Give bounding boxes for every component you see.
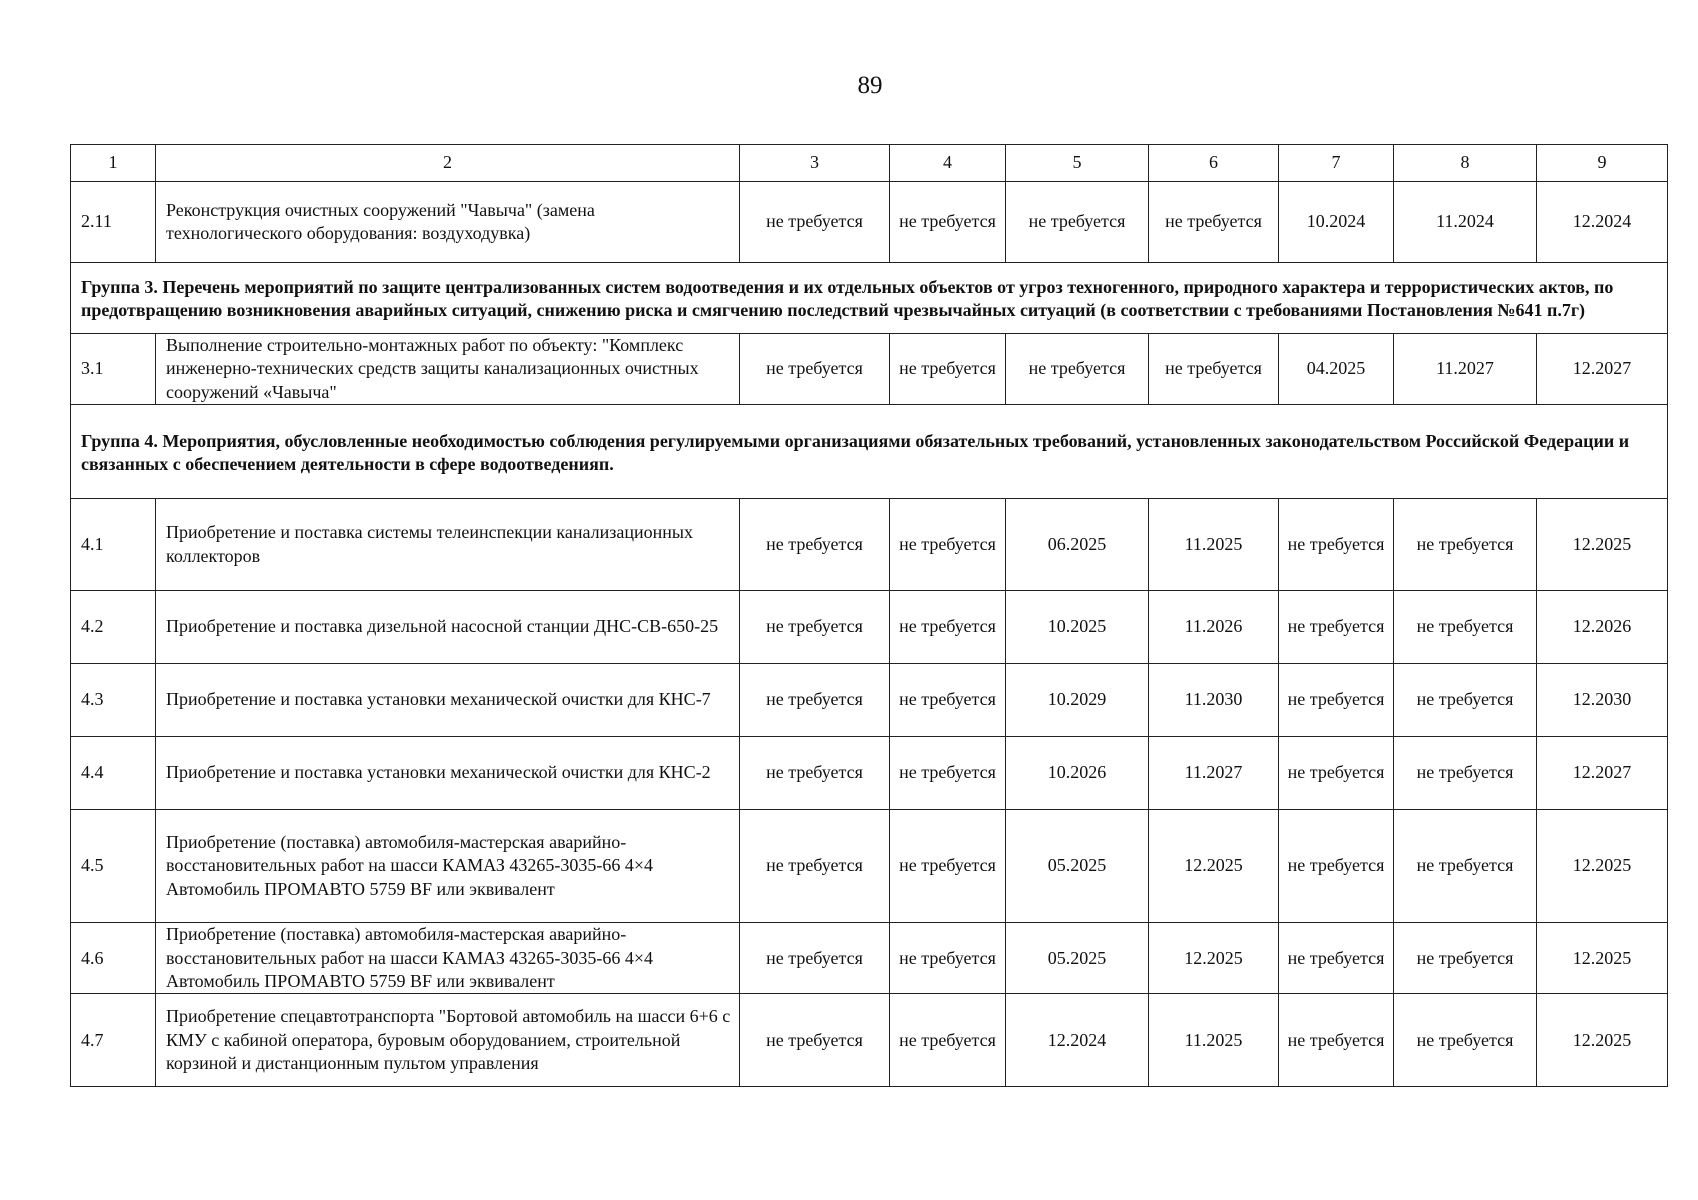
cell-col4: не требуется <box>890 810 1006 923</box>
cell-col9: 12.2025 <box>1537 810 1668 923</box>
cell-col7: не требуется <box>1279 994 1394 1087</box>
table-row <box>71 923 1668 994</box>
cell-col9: 12.2025 <box>1537 923 1668 994</box>
row-description: Реконструкция очистных сооружений "Чавыча" (замена технологического оборудования: воздуходувка) <box>156 182 740 263</box>
cell-col9: 12.2027 <box>1537 334 1668 405</box>
row-number: 4.3 <box>71 664 156 737</box>
cell-col7: 10.2024 <box>1279 182 1394 263</box>
table-row <box>71 182 1668 263</box>
cell-col6: 11.2026 <box>1149 591 1279 664</box>
cell-col3: не требуется <box>740 591 890 664</box>
cell-col3: не требуется <box>740 499 890 591</box>
cell-col9: 12.2027 <box>1537 737 1668 810</box>
cell-col4: не требуется <box>890 499 1006 591</box>
row-description: Приобретение (поставка) автомобиля-мастерская аварийно-восстановительных работ на шасси КАМАЗ 43265-3035-66 4×4 Автомобиль ПРОМАВТО 5759 BF или эквивалент <box>156 810 740 923</box>
table-row <box>71 591 1668 664</box>
header-cell: 6 <box>1149 145 1279 182</box>
cell-col3: не требуется <box>740 923 890 994</box>
table-row <box>71 994 1668 1087</box>
header-cell: 7 <box>1279 145 1394 182</box>
cell-col7: 04.2025 <box>1279 334 1394 405</box>
cell-col9: 12.2025 <box>1537 499 1668 591</box>
cell-col4: не требуется <box>890 182 1006 263</box>
cell-col8: не требуется <box>1394 591 1537 664</box>
row-description: Приобретение и поставка дизельной насосной станции ДНС-СВ-650-25 <box>156 591 740 664</box>
cell-col7: не требуется <box>1279 664 1394 737</box>
table-row <box>71 664 1668 737</box>
cell-col3: не требуется <box>740 182 890 263</box>
cell-col4: не требуется <box>890 664 1006 737</box>
header-cell: 3 <box>740 145 890 182</box>
cell-col5: 10.2029 <box>1006 664 1149 737</box>
cell-col5: 10.2026 <box>1006 737 1149 810</box>
cell-col9: 12.2030 <box>1537 664 1668 737</box>
table-row <box>71 334 1668 405</box>
cell-col8: не требуется <box>1394 499 1537 591</box>
row-number: 4.1 <box>71 499 156 591</box>
row-number: 4.2 <box>71 591 156 664</box>
cell-col6: 11.2025 <box>1149 499 1279 591</box>
row-description: Приобретение и поставка установки механической очистки для КНС-7 <box>156 664 740 737</box>
cell-col7: не требуется <box>1279 591 1394 664</box>
header-cell: 8 <box>1394 145 1537 182</box>
row-description: Выполнение строительно-монтажных работ по объекту: "Комплекс инженерно-технических средств защиты канализационных очистных сооружений «Чавыча" <box>156 334 740 405</box>
group-heading-row <box>71 405 1668 499</box>
header-cell: 5 <box>1006 145 1149 182</box>
cell-col9: 12.2026 <box>1537 591 1668 664</box>
cell-col8: не требуется <box>1394 994 1537 1087</box>
group-3-heading: Группа 3. Перечень мероприятий по защите централизованных систем водоотведения и их отдельных объектов от угроз техногенного, природного характера и террористических актов, по предотвращению возникновения аварийных ситуаций, снижению риска и смягчению последствий чрезвычайных ситуаций (в соответствии с требованиями Постановления №641 п.7г) <box>71 263 1668 334</box>
cell-col6: 12.2025 <box>1149 810 1279 923</box>
cell-col3: не требуется <box>740 737 890 810</box>
cell-col8: не требуется <box>1394 664 1537 737</box>
page-number: 89 <box>857 72 883 99</box>
row-number: 4.5 <box>71 810 156 923</box>
table-row <box>71 810 1668 923</box>
row-description: Приобретение и поставка установки механической очистки для КНС-2 <box>156 737 740 810</box>
cell-col8: не требуется <box>1394 923 1537 994</box>
cell-col5: 05.2025 <box>1006 923 1149 994</box>
cell-col5: 06.2025 <box>1006 499 1149 591</box>
cell-col9: 12.2025 <box>1537 994 1668 1087</box>
row-description: Приобретение спецавтотранспорта "Бортовой автомобиль на шасси 6+6 с КМУ с кабиной оператора, буровым оборудованием, строительной корзиной и дистанционным пультом управления <box>156 994 740 1087</box>
cell-col8: 11.2024 <box>1394 182 1537 263</box>
cell-col3: не требуется <box>740 334 890 405</box>
cell-col6: не требуется <box>1149 334 1279 405</box>
cell-col4: не требуется <box>890 994 1006 1087</box>
row-number: 3.1 <box>71 334 156 405</box>
table-row <box>71 737 1668 810</box>
cell-col6: 11.2027 <box>1149 737 1279 810</box>
row-number: 2.11 <box>71 182 156 263</box>
row-description: Приобретение и поставка системы телеинспекции канализационных коллекторов <box>156 499 740 591</box>
header-cell: 2 <box>156 145 740 182</box>
cell-col5: 10.2025 <box>1006 591 1149 664</box>
row-number: 4.4 <box>71 737 156 810</box>
group-4-heading: Группа 4. Мероприятия, обусловленные необходимостью соблюдения регулируемыми организациями обязательных требований, установленных законодательством Российской Федерации и связанных с обеспечением деятельности в сфере водоотведенияп. <box>71 405 1668 499</box>
column-number-header-row <box>71 145 1668 182</box>
cell-col8: не требуется <box>1394 810 1537 923</box>
cell-col5: не требуется <box>1006 334 1149 405</box>
header-cell: 1 <box>71 145 156 182</box>
header-cell: 9 <box>1537 145 1668 182</box>
row-number: 4.6 <box>71 923 156 994</box>
cell-col4: не требуется <box>890 923 1006 994</box>
cell-col4: не требуется <box>890 591 1006 664</box>
cell-col8: не требуется <box>1394 737 1537 810</box>
header-cell: 4 <box>890 145 1006 182</box>
cell-col8: 11.2027 <box>1394 334 1537 405</box>
measures-table <box>70 144 1668 1087</box>
cell-col5: не требуется <box>1006 182 1149 263</box>
cell-col6: 11.2030 <box>1149 664 1279 737</box>
cell-col5: 05.2025 <box>1006 810 1149 923</box>
cell-col7: не требуется <box>1279 737 1394 810</box>
cell-col3: не требуется <box>740 664 890 737</box>
row-description: Приобретение (поставка) автомобиля-мастерская аварийно-восстановительных работ на шасси КАМАЗ 43265-3035-66 4×4 Автомобиль ПРОМАВТО 5759 BF или эквивалент <box>156 923 740 994</box>
cell-col4: не требуется <box>890 334 1006 405</box>
table-row <box>71 499 1668 591</box>
row-number: 4.7 <box>71 994 156 1087</box>
cell-col7: не требуется <box>1279 810 1394 923</box>
cell-col3: не требуется <box>740 994 890 1087</box>
cell-col6: не требуется <box>1149 182 1279 263</box>
cell-col6: 12.2025 <box>1149 923 1279 994</box>
cell-col7: не требуется <box>1279 923 1394 994</box>
cell-col7: не требуется <box>1279 499 1394 591</box>
group-heading-row <box>71 263 1668 334</box>
cell-col5: 12.2024 <box>1006 994 1149 1087</box>
cell-col6: 11.2025 <box>1149 994 1279 1087</box>
cell-col9: 12.2024 <box>1537 182 1668 263</box>
cell-col4: не требуется <box>890 737 1006 810</box>
cell-col3: не требуется <box>740 810 890 923</box>
